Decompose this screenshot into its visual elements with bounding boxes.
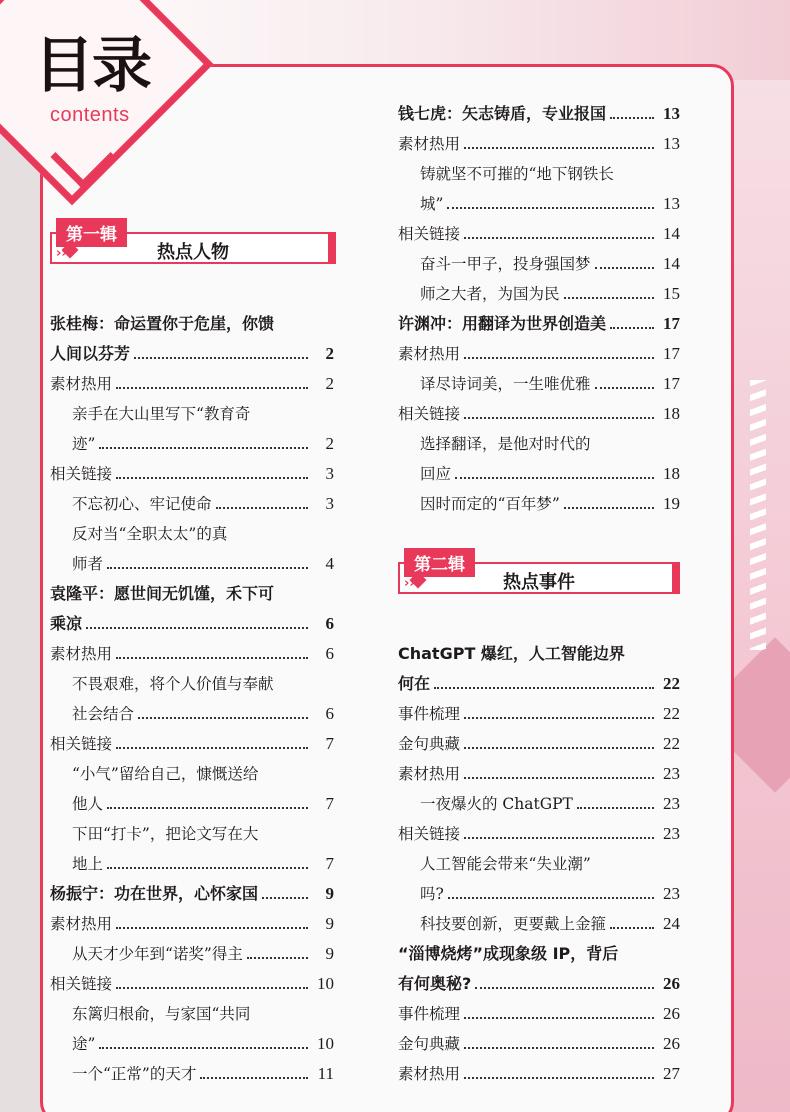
toc-entry[interactable] bbox=[398, 126, 680, 154]
toc-entry-page: 2 bbox=[325, 434, 334, 453]
toc-entry-title: 何在 bbox=[398, 674, 431, 693]
toc-entry-title: 他人 bbox=[72, 795, 104, 813]
toc-entry-title: 奋斗一甲子，投身强国梦 bbox=[420, 255, 591, 273]
toc-entry-page: 4 bbox=[325, 554, 334, 573]
toc-entry[interactable] bbox=[398, 486, 680, 514]
toc-entry-title: 译尽诗词美，一生唯优雅 bbox=[420, 375, 591, 393]
toc-entry-page: 2 bbox=[325, 344, 334, 363]
page-title: 目录 bbox=[34, 31, 150, 101]
toc-entry-page: 6 bbox=[325, 614, 334, 633]
dot-leader bbox=[610, 927, 654, 929]
toc-entry-title: 素材热用 bbox=[50, 375, 113, 393]
toc-entry[interactable] bbox=[398, 816, 680, 844]
toc-entry-title: 人间以芬芳 bbox=[50, 344, 131, 363]
toc-entry[interactable] bbox=[50, 636, 334, 664]
toc-entry[interactable] bbox=[50, 306, 334, 334]
toc-entry[interactable] bbox=[398, 426, 680, 454]
toc-entry[interactable] bbox=[398, 276, 680, 304]
dot-leader bbox=[116, 927, 308, 929]
toc-entry[interactable] bbox=[50, 486, 334, 514]
toc-entry[interactable] bbox=[398, 846, 680, 874]
toc-entry-page: 6 bbox=[325, 644, 334, 663]
toc-entry-title: 人工智能会带来“失业潮” bbox=[420, 855, 591, 873]
toc-entry[interactable] bbox=[398, 246, 680, 274]
toc-entry-page: 10 bbox=[317, 1034, 334, 1053]
dot-leader bbox=[564, 507, 654, 509]
dot-leader bbox=[247, 957, 308, 959]
dot-leader bbox=[464, 1017, 654, 1019]
dot-leader bbox=[116, 747, 308, 749]
toc-entry-page: 13 bbox=[663, 104, 680, 123]
toc-entry-title: 许渊冲：用翻译为世界创造美 bbox=[398, 314, 607, 333]
toc-entry-page: 15 bbox=[663, 284, 680, 303]
toc-entry[interactable] bbox=[50, 996, 334, 1024]
section-banner-1 bbox=[50, 218, 336, 268]
toc-entry[interactable] bbox=[50, 456, 334, 484]
toc-entry-page: 17 bbox=[663, 374, 680, 393]
toc-entry[interactable] bbox=[50, 966, 334, 994]
arrows-icon: ››› bbox=[404, 576, 421, 591]
toc-entry[interactable] bbox=[398, 936, 680, 964]
toc-entry-title: 回应 bbox=[420, 465, 452, 483]
page-subtitle: contents bbox=[50, 104, 130, 126]
toc-entry-title: 吗? bbox=[420, 885, 444, 903]
toc-entry-page: 7 bbox=[325, 794, 334, 813]
toc-entry-title: 袁隆平：愿世间无饥馑，禾下可 bbox=[50, 584, 275, 603]
dot-leader bbox=[455, 477, 654, 479]
section-tag: 第一辑 bbox=[56, 218, 127, 247]
toc-entry-page: 7 bbox=[325, 734, 334, 753]
toc-entry-title: 相关链接 bbox=[398, 825, 461, 843]
dot-leader bbox=[464, 417, 654, 419]
toc-entry-title: 素材热用 bbox=[50, 915, 113, 933]
toc-entry[interactable] bbox=[50, 336, 334, 364]
toc-entry-page: 22 bbox=[663, 674, 680, 693]
toc-entry[interactable] bbox=[398, 96, 680, 124]
toc-entry[interactable] bbox=[398, 726, 680, 754]
toc-entry-title: 迹” bbox=[72, 435, 96, 453]
arrows-icon: ››› bbox=[56, 246, 73, 261]
toc-entry-page: 18 bbox=[663, 404, 680, 423]
toc-entry[interactable] bbox=[398, 1056, 680, 1084]
toc-entry-title: 科技要创新，更要戴上金箍 bbox=[420, 915, 607, 933]
dot-leader bbox=[464, 717, 654, 719]
toc-entry-title: 金句典藏 bbox=[398, 1035, 461, 1053]
toc-entry-page: 27 bbox=[663, 1064, 680, 1083]
toc-entry-title: 素材热用 bbox=[398, 1065, 461, 1083]
section-name: 热点人物 bbox=[157, 242, 229, 263]
toc-entry-title: 社会结合 bbox=[72, 705, 135, 723]
toc-entry[interactable] bbox=[398, 336, 680, 364]
toc-entry-title: “淄博烧烤”成现象级 IP，背后 bbox=[398, 944, 619, 963]
dot-leader bbox=[99, 447, 308, 449]
toc-entry-title: 一个“正常”的天才 bbox=[72, 1065, 197, 1083]
toc-entry[interactable] bbox=[398, 756, 680, 784]
toc-entry-title: 下田“打卡”，把论文写在大 bbox=[72, 825, 259, 843]
toc-entry[interactable] bbox=[398, 996, 680, 1024]
toc-entry[interactable] bbox=[50, 936, 334, 964]
decorative-stripes bbox=[750, 380, 766, 650]
toc-entry-page: 17 bbox=[663, 314, 680, 333]
dot-leader bbox=[200, 1077, 308, 1079]
toc-entry[interactable] bbox=[50, 786, 334, 814]
toc-entry-title: 师之大者，为国为民 bbox=[420, 285, 560, 303]
toc-entry-title: 乘凉 bbox=[50, 614, 83, 633]
toc-entry-page: 11 bbox=[317, 1064, 334, 1083]
toc-entry[interactable] bbox=[50, 666, 334, 694]
dot-leader bbox=[475, 987, 654, 989]
toc-entry-page: 3 bbox=[325, 464, 334, 483]
toc-entry-page: 26 bbox=[663, 974, 680, 993]
dot-leader bbox=[116, 987, 308, 989]
toc-entry-title: 地上 bbox=[72, 855, 104, 873]
dot-leader bbox=[464, 837, 654, 839]
toc-entry[interactable] bbox=[398, 636, 680, 664]
toc-entry-title: 选择翻译，是他对时代的 bbox=[420, 435, 591, 453]
toc-entry-page: 9 bbox=[325, 914, 334, 933]
dot-leader bbox=[116, 477, 308, 479]
toc-entry[interactable] bbox=[50, 756, 334, 784]
toc-entry[interactable] bbox=[50, 576, 334, 604]
toc-entry[interactable] bbox=[50, 726, 334, 754]
toc-entry-page: 23 bbox=[663, 884, 680, 903]
toc-entry-title: 一夜爆火的 ChatGPT bbox=[420, 795, 573, 813]
toc-entry-title: 相关链接 bbox=[398, 225, 461, 243]
toc-entry-title: 张桂梅：命运置你于危崖，你馈 bbox=[50, 314, 275, 333]
section-name: 热点事件 bbox=[503, 572, 575, 593]
toc-entry-page: 17 bbox=[663, 344, 680, 363]
toc-entry[interactable] bbox=[398, 366, 680, 394]
dot-leader bbox=[107, 567, 308, 569]
toc-entry[interactable] bbox=[50, 1056, 334, 1084]
toc-entry-page: 14 bbox=[663, 254, 680, 273]
toc-entry[interactable] bbox=[398, 186, 680, 214]
toc-entry-title: “小气”留给自己，慷慨送给 bbox=[72, 765, 259, 783]
dot-leader bbox=[595, 387, 654, 389]
toc-entry-title: 东篱归根俞，与家国“共同 bbox=[72, 1005, 251, 1023]
toc-entry[interactable] bbox=[50, 846, 334, 874]
toc-entry-title: 不忘初心、牢记使命 bbox=[72, 495, 212, 513]
dot-leader bbox=[107, 867, 308, 869]
dot-leader bbox=[116, 657, 308, 659]
toc-entry-title: 相关链接 bbox=[50, 465, 113, 483]
dot-leader bbox=[564, 297, 654, 299]
toc-entry-page: 22 bbox=[663, 704, 680, 723]
toc-entry-title: 相关链接 bbox=[398, 405, 461, 423]
toc-entry-title: 有何奥秘? bbox=[398, 974, 472, 993]
toc-entry[interactable] bbox=[50, 876, 334, 904]
toc-entry-title: 反对当“全职太太”的真 bbox=[72, 525, 228, 543]
toc-entry-page: 13 bbox=[663, 134, 680, 153]
toc-entry[interactable] bbox=[398, 306, 680, 334]
toc-entry-page: 3 bbox=[325, 494, 334, 513]
toc-entry[interactable] bbox=[398, 216, 680, 244]
toc-entry-title: 事件梳理 bbox=[398, 1005, 461, 1023]
toc-entry[interactable] bbox=[398, 1026, 680, 1054]
toc-entry-page: 22 bbox=[663, 734, 680, 753]
toc-entry-title: 金句典藏 bbox=[398, 735, 461, 753]
toc-entry-page: 26 bbox=[663, 1034, 680, 1053]
dot-leader bbox=[116, 387, 308, 389]
toc-entry[interactable] bbox=[50, 1026, 334, 1054]
dot-leader bbox=[464, 147, 654, 149]
toc-entry-page: 23 bbox=[663, 794, 680, 813]
toc-entry-title: 途” bbox=[72, 1035, 96, 1053]
dot-leader bbox=[464, 1077, 654, 1079]
section-tag: 第二辑 bbox=[404, 548, 475, 577]
toc-entry[interactable] bbox=[398, 906, 680, 934]
dot-leader bbox=[577, 807, 654, 809]
toc-entry-title: 从天才少年到“诺奖”得主 bbox=[72, 945, 243, 963]
toc-entry-page: 23 bbox=[663, 824, 680, 843]
toc-entry-title: 因时而定的“百年梦” bbox=[420, 495, 560, 513]
toc-entry[interactable] bbox=[50, 426, 334, 454]
dot-leader bbox=[434, 687, 654, 689]
toc-entry[interactable] bbox=[398, 786, 680, 814]
toc-entry-page: 14 bbox=[663, 224, 680, 243]
toc-entry[interactable] bbox=[50, 816, 334, 844]
dot-leader bbox=[595, 267, 654, 269]
toc-entry-page: 6 bbox=[325, 704, 334, 723]
toc-entry-title: 杨振宁：功在世界，心怀家国 bbox=[50, 884, 259, 903]
toc-entry-page: 2 bbox=[325, 374, 334, 393]
dot-leader bbox=[134, 357, 308, 359]
dot-leader bbox=[86, 627, 308, 629]
toc-entry-title: 钱七虎：矢志铸盾，专业报国 bbox=[398, 104, 607, 123]
dot-leader bbox=[464, 1047, 654, 1049]
toc-entry-title: 素材热用 bbox=[398, 765, 461, 783]
section-banner-2 bbox=[398, 548, 680, 598]
toc-entry[interactable] bbox=[398, 456, 680, 484]
toc-entry-page: 26 bbox=[663, 1004, 680, 1023]
toc-entry-title: 相关链接 bbox=[50, 975, 113, 993]
toc-entry-page: 13 bbox=[663, 194, 680, 213]
toc-entry[interactable] bbox=[50, 606, 334, 634]
toc-entry[interactable] bbox=[398, 156, 680, 184]
toc-entry-title: 亲手在大山里写下“教育奇 bbox=[72, 405, 251, 423]
toc-entry-title: 城” bbox=[420, 195, 444, 213]
toc-entry-title: 素材热用 bbox=[398, 135, 461, 153]
toc-entry[interactable] bbox=[398, 666, 680, 694]
dot-leader bbox=[464, 357, 654, 359]
dot-leader bbox=[448, 897, 654, 899]
toc-entry-page: 24 bbox=[663, 914, 680, 933]
toc-entry[interactable] bbox=[50, 396, 334, 424]
toc-entry-title: 素材热用 bbox=[50, 645, 113, 663]
dot-leader bbox=[262, 897, 308, 899]
toc-entry-page: 19 bbox=[663, 494, 680, 513]
toc-entry-title: 师者 bbox=[72, 555, 104, 573]
toc-entry-page: 7 bbox=[325, 854, 334, 873]
dot-leader bbox=[464, 777, 654, 779]
toc-entry-title: 相关链接 bbox=[50, 735, 113, 753]
toc-entry-title: ChatGPT 爆红，人工智能边界 bbox=[398, 644, 625, 663]
toc-entry-title: 铸就坚不可摧的“地下钢铁长 bbox=[420, 165, 614, 183]
toc-entry-title: 素材热用 bbox=[398, 345, 461, 363]
toc-entry[interactable] bbox=[398, 876, 680, 904]
toc-entry[interactable] bbox=[398, 696, 680, 724]
dot-leader bbox=[464, 237, 654, 239]
toc-entry[interactable] bbox=[398, 966, 680, 994]
dot-leader bbox=[216, 507, 308, 509]
toc-entry[interactable] bbox=[50, 696, 334, 724]
dot-leader bbox=[138, 717, 308, 719]
dot-leader bbox=[610, 117, 654, 119]
dot-leader bbox=[447, 207, 654, 209]
toc-entry[interactable] bbox=[398, 396, 680, 424]
toc-entry[interactable] bbox=[50, 366, 334, 394]
dot-leader bbox=[610, 327, 654, 329]
toc-entry-title: 事件梳理 bbox=[398, 705, 461, 723]
dot-leader bbox=[464, 747, 654, 749]
toc-entry[interactable] bbox=[50, 546, 334, 574]
toc-entry-page: 18 bbox=[663, 464, 680, 483]
dot-leader bbox=[99, 1047, 308, 1049]
dot-leader bbox=[107, 807, 308, 809]
toc-entry-title: 不畏艰难，将个人价值与奉献 bbox=[72, 675, 274, 693]
toc-entry-page: 9 bbox=[325, 884, 334, 903]
toc-entry[interactable] bbox=[50, 906, 334, 934]
toc-entry-page: 9 bbox=[325, 944, 334, 963]
toc-entry[interactable] bbox=[50, 516, 334, 544]
toc-entry-page: 10 bbox=[317, 974, 334, 993]
toc-entry-page: 23 bbox=[663, 764, 680, 783]
